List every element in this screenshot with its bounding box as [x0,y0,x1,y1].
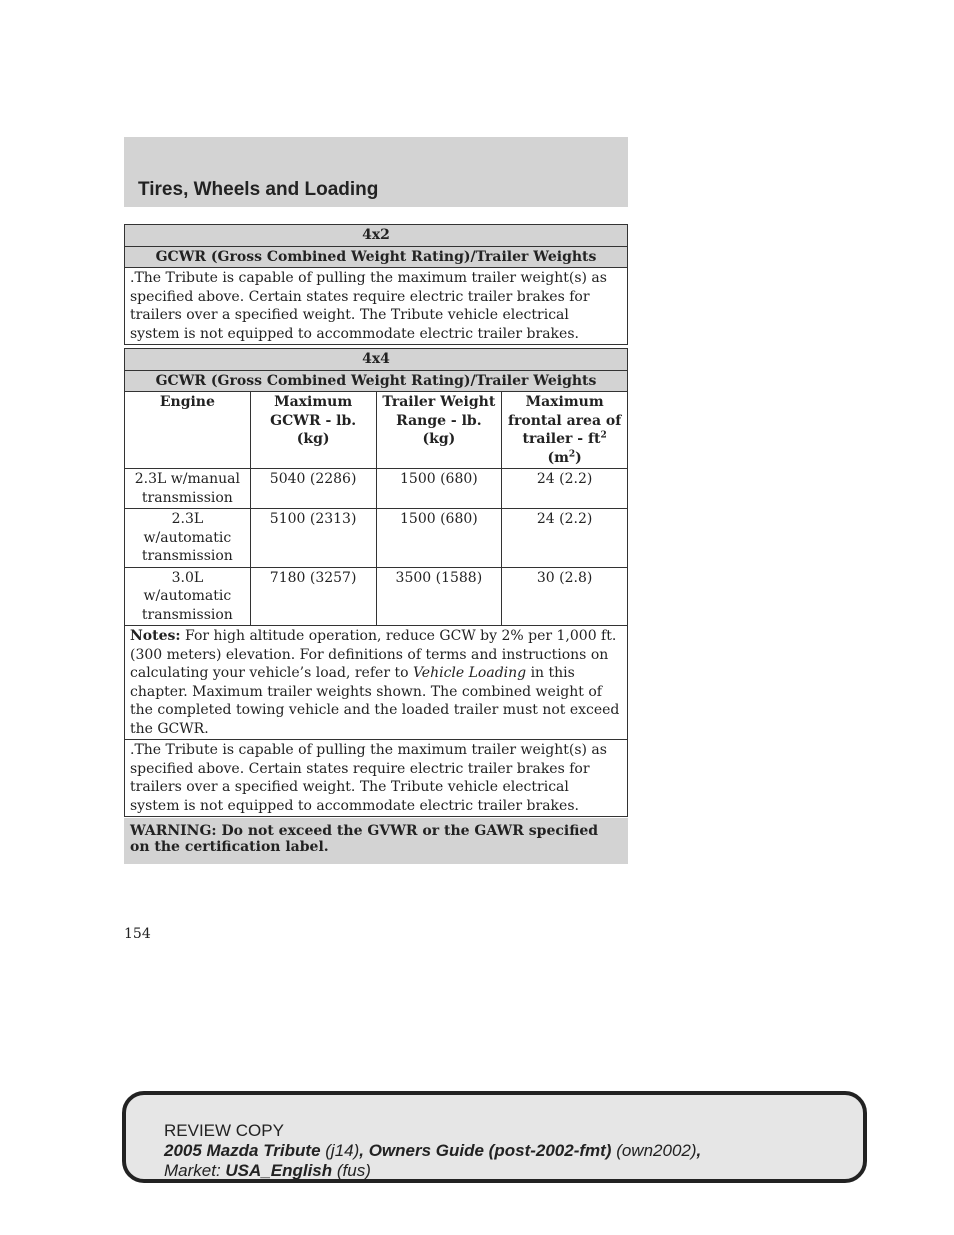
page-number: 154 [124,926,151,942]
notes-label: Notes: [130,628,181,644]
footer-line-2: 2005 Mazda Tribute (j14), Owners Guide (post-2002-fmt) (own2002), [164,1141,702,1160]
section-header [124,137,628,207]
table-4x2-note: .The Tribute is capable of pulling the maximum trailer weight(s) as specified above. Certain states require electric trailer brakes for trailers over a specified weight. The Tribute vehicle electrical system is not equipped to accommodate electric trailer brakes. [125,268,628,345]
cell-gcwr: 7180 (3257) [250,567,376,626]
table-4x2 [124,224,628,345]
col-engine: Engine [125,392,251,469]
table-4x4-note: .The Tribute is capable of pulling the maximum trailer weight(s) as specified above. Certain states require electric trailer brakes for trailers over a specified weight. The Tribute vehicle electrical system is not equipped to accommodate electric trailer brakes. [125,740,628,817]
table-header-row [125,392,628,469]
col-frontal-area: Maximum frontal area of trailer - $ft^2$ $(m^2)$ [502,392,628,469]
col-gcwr: Maximum GCWR - lb. (kg) [250,392,376,469]
table-4x4-subtitle: GCWR (Gross Combined Weight Rating)/Trailer Weights [125,370,628,392]
table-row [125,469,628,509]
col-trailer-weight: Trailer Weight Range - lb. (kg) [376,392,502,469]
cell-engine: 2.3L w/automatic transmission [125,509,251,568]
cell-gcwr: 5040 (2286) [250,469,376,509]
cell-area: 24 (2.2) [502,509,628,568]
footer-line-1: REVIEW COPY [164,1121,284,1140]
cell-gcwr: 5100 (2313) [250,509,376,568]
vehicle-loading-reference: Vehicle Loading [412,665,527,681]
footer-line-3: Market: USA_English (fus) [164,1161,371,1180]
table-4x4-notes: Notes: For high altitude operation, reduce GCW by 2% per 1,000 ft. (300 meters) elevation. For definitions of terms and instructions on calculating your vehicle’s load, refer to Vehicle Loading in this chapter. Maximum trailer weights shown. The combined weight of the completed towing vehicle and the loaded trailer must not exceed the GCWR. [125,626,628,740]
section-title: Tires, Wheels and Loading [138,179,379,200]
table-4x2-subtitle: GCWR (Gross Combined Weight Rating)/Trailer Weights [125,246,628,268]
cell-engine: 2.3L w/manual transmission [125,469,251,509]
cell-trailer: 1500 (680) [376,469,502,509]
table-row [125,567,628,626]
table-4x4-title: 4x4 [125,349,628,371]
table-4x4 [124,348,628,817]
review-copy-footer [122,1091,867,1183]
warning-box: WARNING: Do not exceed the GVWR or the GAWR specified on the certification label. [124,818,628,864]
cell-area: 24 (2.2) [502,469,628,509]
cell-trailer: 1500 (680) [376,509,502,568]
cell-area: 30 (2.8) [502,567,628,626]
table-row [125,509,628,568]
table-4x2-title: 4x2 [125,225,628,247]
cell-trailer: 3500 (1588) [376,567,502,626]
cell-engine: 3.0L w/automatic transmission [125,567,251,626]
